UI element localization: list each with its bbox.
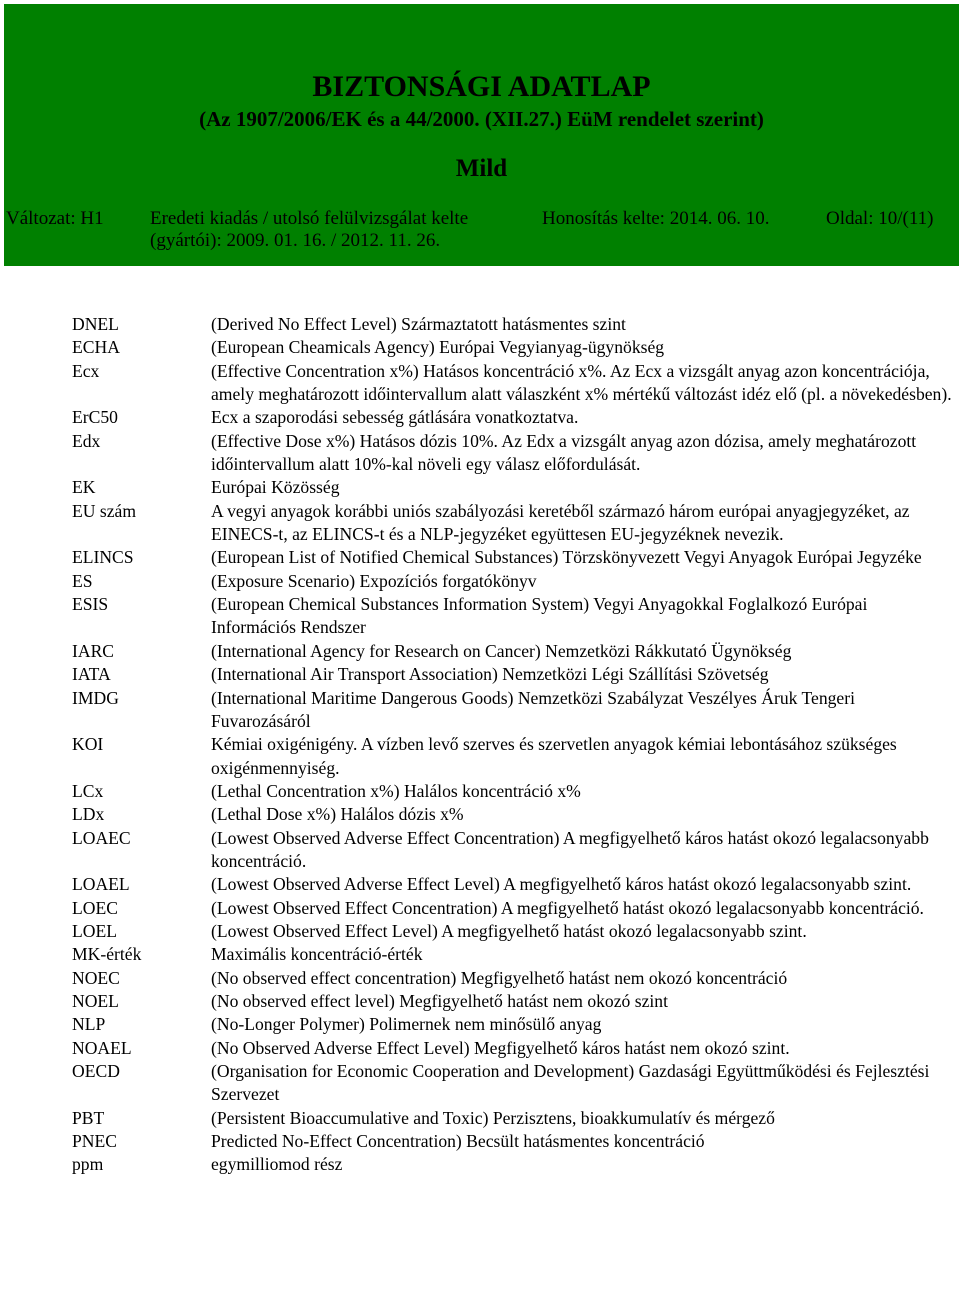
glossary-abbreviation: PNEC (72, 1131, 117, 1152)
glossary-definition: (No observed effect concentration) Megfigyelhető hatást nem okozó koncentráció (211, 967, 788, 988)
glossary-definition: Európai Közösség (211, 477, 340, 498)
glossary-row (0, 1107, 960, 1130)
glossary-row (0, 803, 960, 826)
glossary-row (0, 430, 960, 477)
glossary-abbreviation: NLP (72, 1014, 106, 1035)
glossary-abbreviation: EU szám (72, 500, 137, 521)
glossary-abbreviation: NOAEL (72, 1037, 132, 1058)
glossary-row (0, 313, 960, 336)
document-header (4, 4, 959, 266)
glossary-abbreviation: Ecx (72, 360, 100, 381)
glossary-abbreviation: KOI (72, 734, 104, 755)
glossary-definition: (International Air Transport Association) Nemzetközi Légi Szállítási Szövetség (211, 664, 769, 685)
glossary-row (0, 406, 960, 429)
page-number: Oldal: 10/(11) (826, 208, 934, 229)
glossary-definition: (Lowest Observed Effect Concentration) A megfigyelhető hatást okozó legalacsonyabb koncentráció. (211, 897, 924, 918)
glossary-definition: (Derived No Effect Level) Származtatott hatásmentes szint (211, 314, 626, 334)
glossary-abbreviation: LOEL (72, 920, 117, 941)
glossary-definition: (Organisation for Economic Cooperation and Development) Gazdasági Együttműködési és Fejlesztési Szervezet (211, 1061, 930, 1105)
glossary-abbreviation: DNEL (72, 314, 119, 334)
glossary-row (0, 873, 960, 896)
issue-line-1: Eredeti kiadás / utolsó felülvizsgálat kelte (150, 208, 469, 229)
glossary-definition: (European List of Notified Chemical Substances) Törzskönyvezett Vegyi Anyagok Európai Jegyzéke (211, 547, 922, 568)
glossary-abbreviation: LOAEL (72, 874, 130, 895)
glossary-row (0, 476, 960, 499)
glossary-definition: (International Maritime Dangerous Goods) Nemzetközi Szabályzat Veszélyes Áruk Tengeri Fuvarozásáról (211, 687, 855, 731)
glossary-definition: (Exposure Scenario) Expozíciós forgatókönyv (211, 570, 537, 591)
glossary-definition: egymilliomod rész (211, 1154, 343, 1175)
glossary-definition: (Lowest Observed Adverse Effect Level) A megfigyelhető káros hatást okozó legalacsonyabb szint. (211, 874, 912, 895)
glossary-row (0, 360, 960, 407)
glossary-row (0, 780, 960, 803)
glossary-row (0, 1060, 960, 1107)
glossary-definition: (Lethal Dose x%) Halálos dózis x% (211, 804, 464, 825)
glossary-row (0, 570, 960, 593)
glossary-definition: (Lethal Concentration x%) Halálos koncentráció x% (211, 780, 581, 801)
glossary-abbreviation: Edx (72, 430, 101, 451)
glossary-definition: (Effective Concentration x%) Hatásos koncentráció x%. Az Ecx a vizsgált anyag azon koncentrációja, amely meghatározott időintervallum alatt válaszként x% mértékű változást idéz elő (pl. a növekedésben). (211, 360, 952, 405)
glossary-row (0, 897, 960, 920)
glossary-abbreviation: EK (72, 477, 96, 498)
abbreviation-glossary (0, 313, 960, 1177)
glossary-definition: (No-Longer Polymer) Polimernek nem minősülő anyag (211, 1014, 602, 1035)
glossary-row (0, 1130, 960, 1153)
glossary-row (0, 1013, 960, 1036)
glossary-abbreviation: ELINCS (72, 547, 134, 568)
approval-date: Honosítás kelte: 2014. 06. 10. (542, 208, 770, 229)
glossary-row (0, 943, 960, 966)
regulation-subtitle: (Az 1907/2006/EK és a 44/2000. (XII.27.) EüM rendelet szerint) (199, 107, 764, 131)
glossary-abbreviation: IATA (72, 664, 111, 685)
glossary-definition: Predicted No-Effect Concentration) Becsült hatásmentes koncentráció (211, 1131, 705, 1152)
product-name: Mild (455, 155, 508, 182)
glossary-definition: (European Cheamicals Agency) Európai Vegyianyag-ügynökség (211, 337, 665, 358)
glossary-abbreviation: ErC50 (72, 407, 118, 428)
glossary-definition: (International Agency for Research on Cancer) Nemzetközi Rákkutató Ügynökség (211, 640, 792, 661)
glossary-row (0, 663, 960, 686)
glossary-abbreviation: LDx (72, 804, 105, 825)
glossary-definition: (No Observed Adverse Effect Level) Megfigyelhető káros hatást nem okozó szint. (211, 1037, 790, 1058)
glossary-abbreviation: IMDG (72, 687, 119, 708)
glossary-row (0, 593, 960, 640)
glossary-row (0, 640, 960, 663)
glossary-abbreviation: LCx (72, 780, 104, 801)
glossary-row (0, 967, 960, 990)
glossary-row (0, 827, 960, 874)
glossary-abbreviation: LOAEC (72, 827, 131, 848)
glossary-abbreviation: ESIS (72, 594, 109, 615)
glossary-definition: Maximális koncentráció-érték (211, 944, 423, 965)
glossary-row (0, 1037, 960, 1060)
glossary-abbreviation: ppm (72, 1154, 104, 1175)
glossary-definition: (Persistent Bioaccumulative and Toxic) Perzisztens, bioakkumulatív és mérgező (211, 1107, 775, 1128)
glossary-abbreviation: ECHA (72, 337, 120, 358)
glossary-definition: Kémiai oxigénigény. A vízben levő szerves és szervetlen anyagok kémiai lebontásához szükséges oxigénmennyiség. (211, 734, 897, 778)
glossary-row (0, 336, 960, 359)
glossary-abbreviation: NOEC (72, 967, 120, 988)
version-label: Változat: H1 (6, 208, 104, 229)
glossary-definition: A vegyi anyagok korábbi uniós szabályozási keretéből származó három európai anyagjegyzéket, az EINECS-t, az ELINCS-t és a NLP-jegyzéket együttesen EU-jegyzéknek nevezik. (211, 500, 910, 545)
glossary-definition: (Lowest Observed Effect Level) A megfigyelhető hatást okozó legalacsonyabb szint. (211, 920, 807, 941)
document-title: BIZTONSÁGI ADATLAP (312, 70, 651, 103)
glossary-abbreviation: ES (72, 570, 93, 591)
glossary-abbreviation: LOEC (72, 897, 118, 918)
glossary-row (0, 990, 960, 1013)
glossary-definition: (Lowest Observed Adverse Effect Concentration) A megfigyelhető káros hatást okozó legalacsonyabb koncentráció. (211, 827, 929, 871)
glossary-abbreviation: PBT (72, 1107, 105, 1128)
glossary-abbreviation: MK-érték (72, 944, 142, 965)
glossary-row (0, 1153, 960, 1176)
glossary-definition: (Effective Dose x%) Hatásos dózis 10%. Az Edx a vizsgált anyag azon dózisa, amely meghatározott időintervallum alatt 10%-kal növeli egy válasz előfordulását. (211, 430, 917, 475)
glossary-row (0, 500, 960, 547)
glossary-row (0, 546, 960, 569)
glossary-definition: (European Chemical Substances Information System) Vegyi Anyagokkal Foglalkozó Európai Információs Rendszer (211, 594, 868, 638)
glossary-row (0, 920, 960, 943)
issue-line-2: (gyártói): 2009. 01. 16. / 2012. 11. 26. (150, 230, 441, 251)
glossary-definition: Ecx a szaporodási sebesség gátlására vonatkoztatva. (211, 407, 579, 428)
issue-dates (150, 208, 468, 252)
glossary-row (0, 733, 960, 780)
glossary-row (0, 687, 960, 734)
glossary-definition: (No observed effect level) Megfigyelhető hatást nem okozó szint (211, 990, 668, 1011)
glossary-abbreviation: NOEL (72, 990, 119, 1011)
glossary-abbreviation: OECD (72, 1061, 120, 1081)
glossary-abbreviation: IARC (72, 640, 115, 661)
